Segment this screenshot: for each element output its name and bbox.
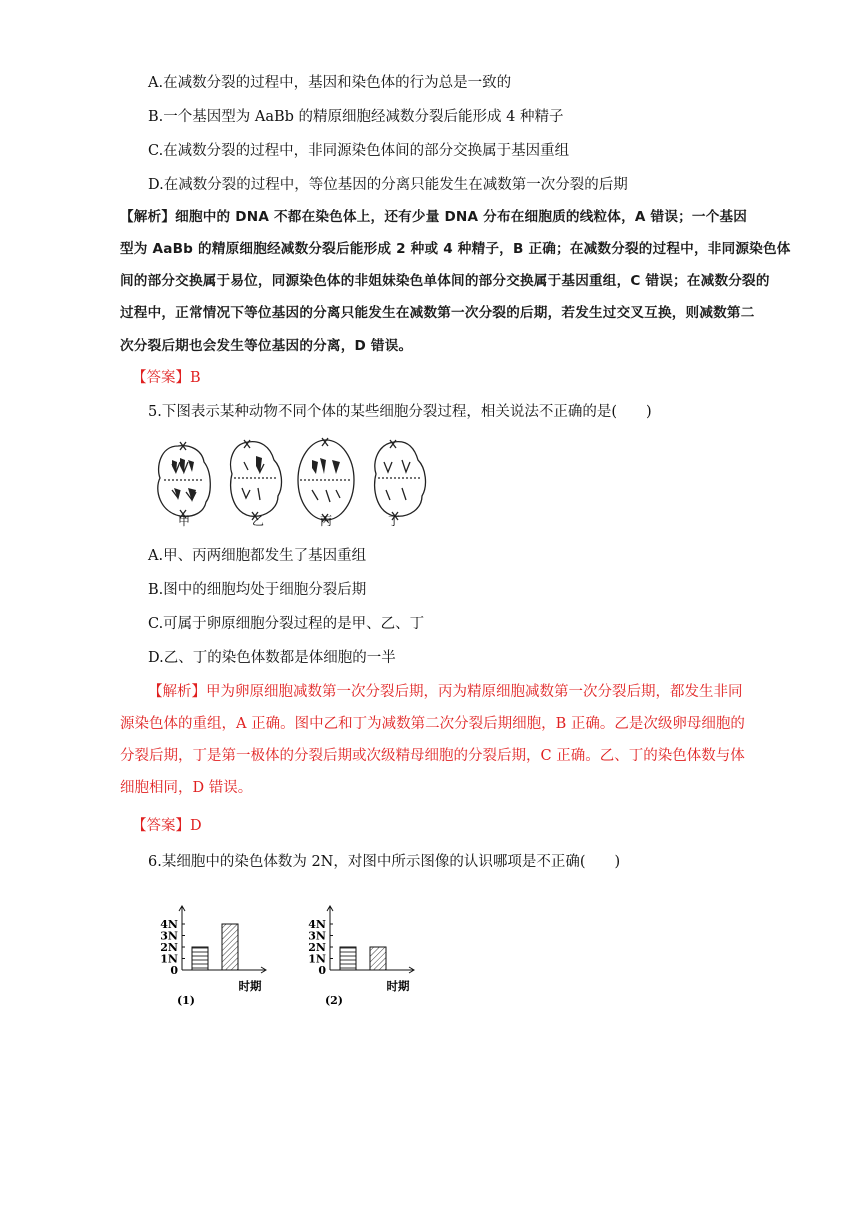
q5-option-a: A.甲、丙两细胞都发生了基因重组 <box>148 548 367 564</box>
bar <box>222 924 238 970</box>
answer-value: D <box>190 818 202 834</box>
y-tick-label: 4N <box>160 918 178 931</box>
y-tick-label: 0 <box>318 964 326 977</box>
q4-option-d: D.在减数分裂的过程中，等位基因的分离只能发生在减数第一次分裂的后期 <box>148 177 628 193</box>
x-axis-label: 时期 <box>386 979 410 993</box>
chart-title: (1) <box>176 994 196 1007</box>
y-tick-label: 2N <box>160 941 178 954</box>
q4-analysis-line: 间的部分交换属于易位，同源染色体的非姐妹染色单体间的部分交换属于基因重组，C 错误；在减数分裂的 <box>120 273 770 289</box>
x-axis-label: 时期 <box>238 979 262 993</box>
y-tick-label: 4N <box>308 918 326 931</box>
chart-2 <box>298 898 438 1008</box>
q5-option-c: C.可属于卵原细胞分裂过程的是甲、乙、丁 <box>148 616 425 632</box>
chart-1 <box>150 898 290 1008</box>
answer-label: 【答案】 <box>132 370 190 386</box>
q5-analysis <box>120 676 750 804</box>
cell-yi <box>231 440 282 520</box>
q5-option-d: D.乙、丁的染色体数都是体细胞的一半 <box>148 650 396 666</box>
y-tick-label: 0 <box>170 964 178 977</box>
y-tick-label: 2N <box>308 941 326 954</box>
q4-option-c: C.在减数分裂的过程中，非同源染色体间的部分交换属于基因重组 <box>148 143 570 159</box>
y-tick-label: 1N <box>160 952 178 966</box>
cell-ding <box>375 440 426 520</box>
y-tick-label: 3N <box>160 929 178 943</box>
q4-answer <box>132 368 201 388</box>
cell-label-jia: 甲 <box>178 514 191 528</box>
chart-title: (2) <box>324 994 344 1007</box>
cell-label-row <box>150 512 430 532</box>
analysis-text: 甲为卵原细胞减数第一次分裂后期，丙为精原细胞减数第一次分裂后期，都发生非同源染色体的重组，A 正确。图中乙和丁为减数第二次分裂后期细胞，B 正确。乙是次级卵母细胞的分裂后期，丁是第一极体的分裂后期或次级精母细胞的分裂后期，C 正确。乙、丁的染色体数与体细胞相同，D 错误。 <box>120 684 745 796</box>
q4-analysis-line: 型为 AaBb 的精原细胞经减数分裂后能形成 2 种或 4 种精子，B 正确；在减数分裂的过程中，非同源染色体 <box>120 241 791 257</box>
q4-analysis-line: 过程中，正常情况下等位基因的分离只能发生在减数第一次分裂的后期，若发生过交叉互换，则减数第二 <box>120 305 755 321</box>
q6-stem: 6.某细胞中的染色体数为 2N，对图中所示图像的认识哪项是不正确( ) <box>148 854 621 870</box>
cell-label-ding: 丁 <box>388 514 401 528</box>
q5-answer <box>132 816 202 836</box>
y-tick-label: 1N <box>308 952 326 966</box>
bar <box>340 947 356 970</box>
q4-analysis-line: 【解析】细胞中的 DNA 不都在染色体上，还有少量 DNA 分布在细胞质的线粒体，A 错误；一个基因 <box>120 209 748 225</box>
answer-value: B <box>190 370 201 386</box>
q5-option-b: B.图中的细胞均处于细胞分裂后期 <box>148 582 367 598</box>
cell-jia <box>158 442 210 518</box>
q4-option-a: A.在减数分裂的过程中，基因和染色体的行为总是一致的 <box>148 75 512 91</box>
q4-option-b: B.一个基因型为 AaBb 的精原细胞经减数分裂后能形成 4 种精子 <box>148 109 564 125</box>
cell-bing <box>298 438 354 522</box>
bar <box>192 947 208 970</box>
q5-stem: 5.下图表示某种动物不同个体的某些细胞分裂过程，相关说法不正确的是( ) <box>148 404 652 420</box>
cell-label-yi: 乙 <box>252 514 265 528</box>
y-tick-label: 3N <box>308 929 326 943</box>
q4-analysis-line: 次分裂后期也会发生等位基因的分离，D 错误。 <box>120 338 413 354</box>
answer-label: 【答案】 <box>132 818 190 834</box>
bar <box>370 947 386 970</box>
analysis-label: 【解析】 <box>148 684 206 700</box>
cell-label-bing: 丙 <box>320 514 333 528</box>
